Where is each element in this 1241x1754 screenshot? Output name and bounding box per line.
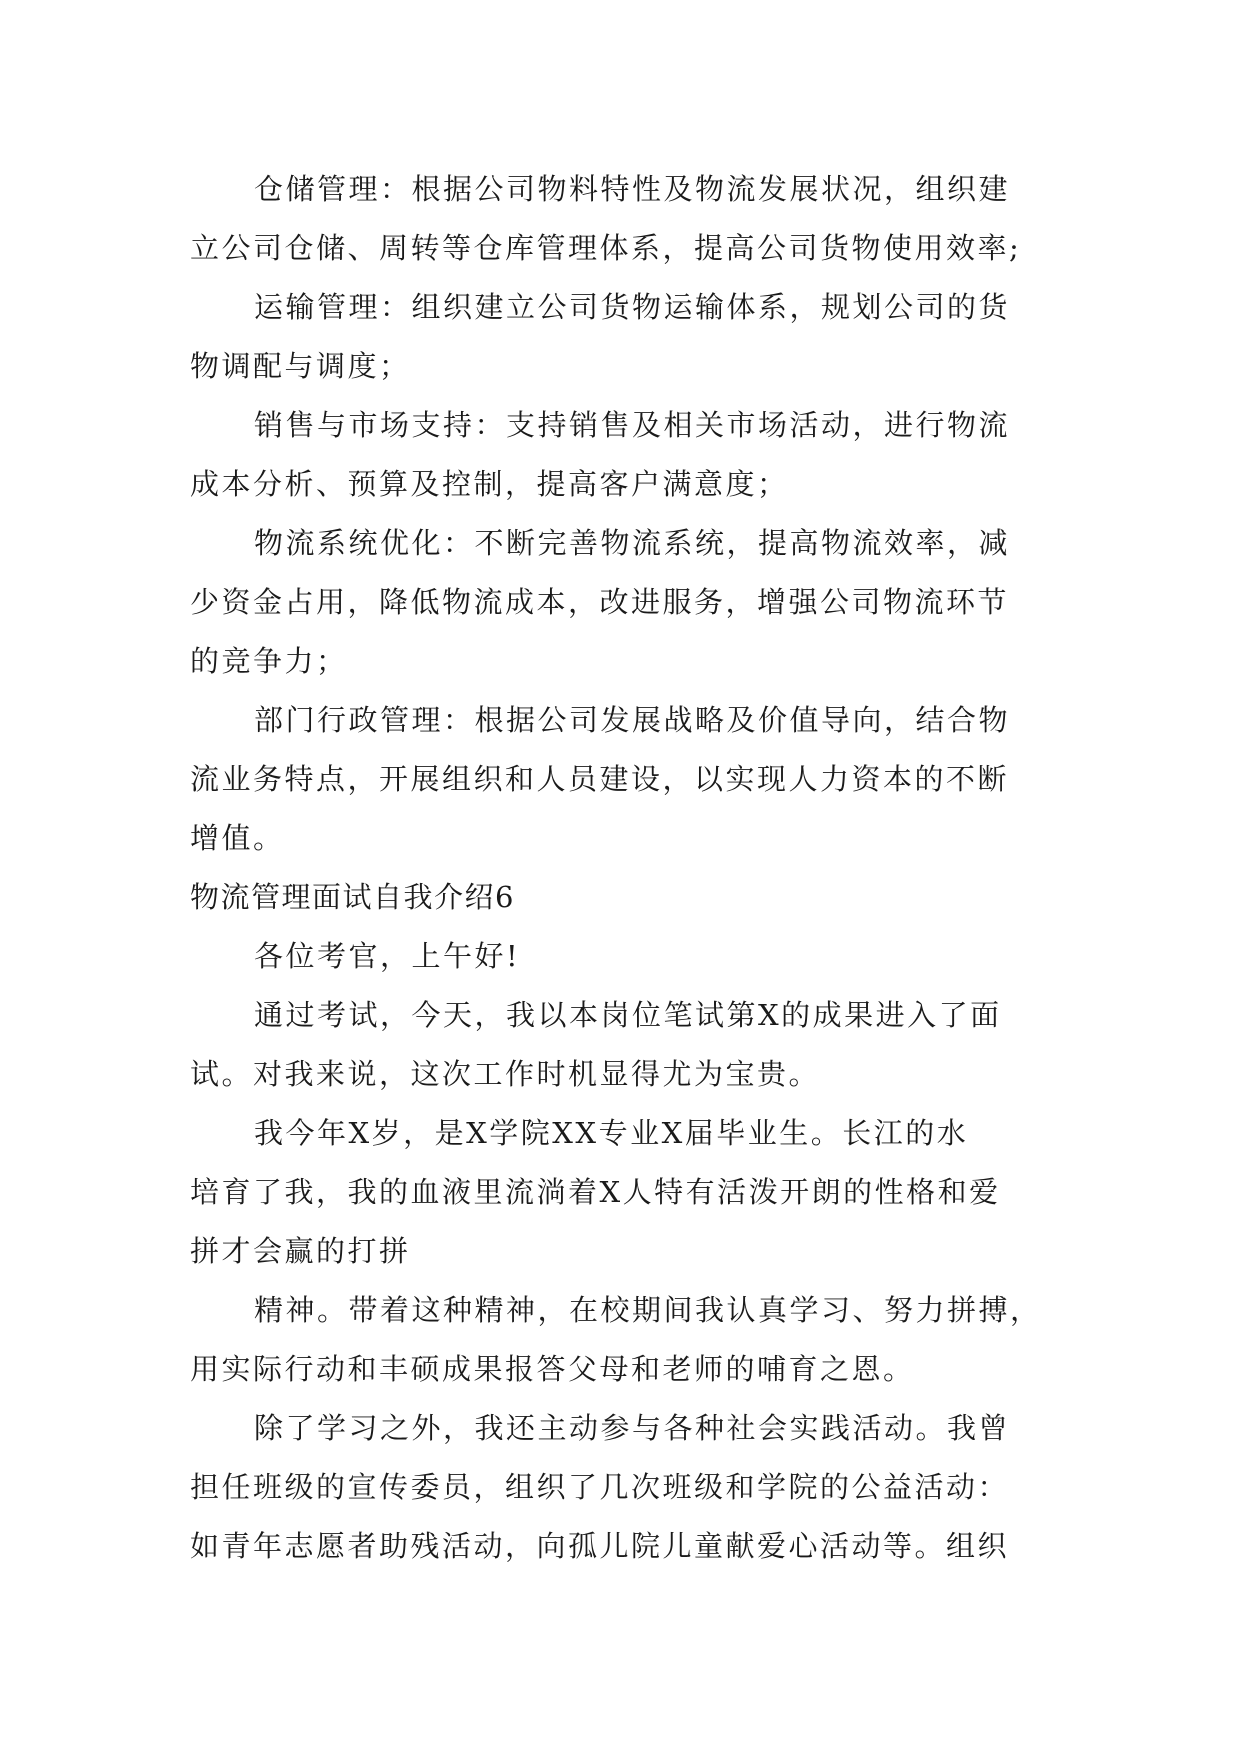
paragraph xyxy=(190,691,1060,868)
text-line: 物调配与调度； xyxy=(190,349,411,383)
text-line: 如青年志愿者助残活动，向孤儿院儿童献爱心活动等。组织 xyxy=(190,1529,1010,1563)
paragraph xyxy=(190,160,1060,278)
text-line: 流业务特点，开展组织和人员建设，以实现人力资本的不断 xyxy=(190,762,1010,796)
paragraph xyxy=(190,1104,1060,1281)
text-line: 拼才会赢的打拼 xyxy=(190,1234,411,1268)
paragraph xyxy=(190,986,1060,1104)
text-line: 部门行政管理：根据公司发展战略及价值导向，结合物 xyxy=(254,703,1011,737)
text-line: 的竞争力； xyxy=(190,644,348,678)
text-line: 各位考官，上午好! xyxy=(254,939,521,973)
text-line: 精神。带着这种精神，在校期间我认真学习、努力拼搏， xyxy=(254,1293,1042,1327)
paragraph xyxy=(190,514,1060,691)
text-line: 运输管理：组织建立公司货物运输体系，规划公司的货 xyxy=(254,290,1011,324)
paragraph xyxy=(190,1281,1060,1399)
paragraph xyxy=(190,396,1060,514)
paragraph xyxy=(190,927,1060,986)
text-line: 我今年X岁，是X学院XX专业X届毕业生。长江的水 xyxy=(254,1116,969,1150)
text-line: 除了学习之外，我还主动参与各种社会实践活动。我曾 xyxy=(254,1411,1011,1445)
text-line: 试。对我来说，这次工作时机显得尤为宝贵。 xyxy=(190,1057,821,1091)
text-line: 成本分析、预算及控制，提高客户满意度； xyxy=(190,467,789,501)
paragraph xyxy=(190,1399,1060,1576)
document-body xyxy=(190,160,1060,1576)
text-line: 培育了我，我的血液里流淌着X人特有活泼开朗的性格和爱 xyxy=(190,1175,1001,1209)
text-line: 增值。 xyxy=(190,821,285,855)
text-line: 仓储管理：根据公司物料特性及物流发展状况，组织建 xyxy=(254,172,1011,206)
text-line: 用实际行动和丰硕成果报答父母和老师的哺育之恩。 xyxy=(190,1352,915,1386)
text-line: 销售与市场支持：支持销售及相关市场活动，进行物流 xyxy=(254,408,1011,442)
text-line: 少资金占用，降低物流成本，改进服务，增强公司物流环节 xyxy=(190,585,1010,619)
text-line: 立公司仓储、周转等仓库管理体系，提高公司货物使用效率; xyxy=(190,231,1022,265)
text-line: 物流系统优化：不断完善物流系统，提高物流效率，减 xyxy=(254,526,1011,560)
section-heading xyxy=(190,868,1060,927)
text-line: 担任班级的宣传委员，组织了几次班级和学院的公益活动： xyxy=(190,1470,1010,1504)
text-line: 通过考试，今天，我以本岗位笔试第X的成果进入了面 xyxy=(254,998,1002,1032)
text-line: 物流管理面试自我介绍6 xyxy=(190,880,515,914)
paragraph xyxy=(190,278,1060,396)
